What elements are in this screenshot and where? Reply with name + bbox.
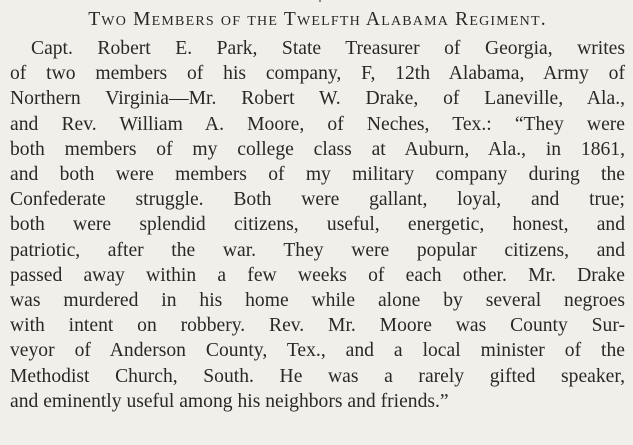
text-line: Confederate struggle. Both were gallant, loyal, and true; [10, 189, 625, 211]
text-line: passed away within a few weeks of each other. Mr. Drake [10, 264, 625, 286]
text-line: and eminently useful among his neighbors and friends.” [10, 390, 449, 412]
text-line: both members of my college class at Auburn, Ala., in 1861, [10, 138, 625, 160]
text-line: with intent on robbery. Rev. Mr. Moore was County Sur- [10, 315, 625, 337]
text-line: of two members of his company, F, 12th Alabama, Army of [10, 63, 625, 85]
text-line: was murdered in his home while alone by several negroes [10, 290, 625, 312]
text-line: and Rev. William A. Moore, of Neches, Tex.: “They were [10, 113, 625, 135]
ink-speck [319, 0, 321, 2]
text-line: and both were members of my military company during the [10, 164, 625, 186]
text-line: Methodist Church, South. He was a rarely gifted speaker, [10, 365, 625, 387]
text-line: patriotic, after the war. They were popular citizens, and [10, 239, 625, 261]
text-line: both were splendid citizens, useful, energetic, honest, and [10, 214, 625, 236]
text-line: Capt. Robert E. Park, State Treasurer of Georgia, writes [31, 38, 625, 59]
article-body [10, 36, 625, 414]
article-heading: Two Members of the Twelfth Alabama Regiment. [88, 9, 547, 30]
text-line: Northern Virginia—Mr. Robert W. Drake, of Laneville, Ala., [10, 88, 625, 110]
text-line: veyor of Anderson County, Tex., and a local minister of the [10, 340, 625, 362]
